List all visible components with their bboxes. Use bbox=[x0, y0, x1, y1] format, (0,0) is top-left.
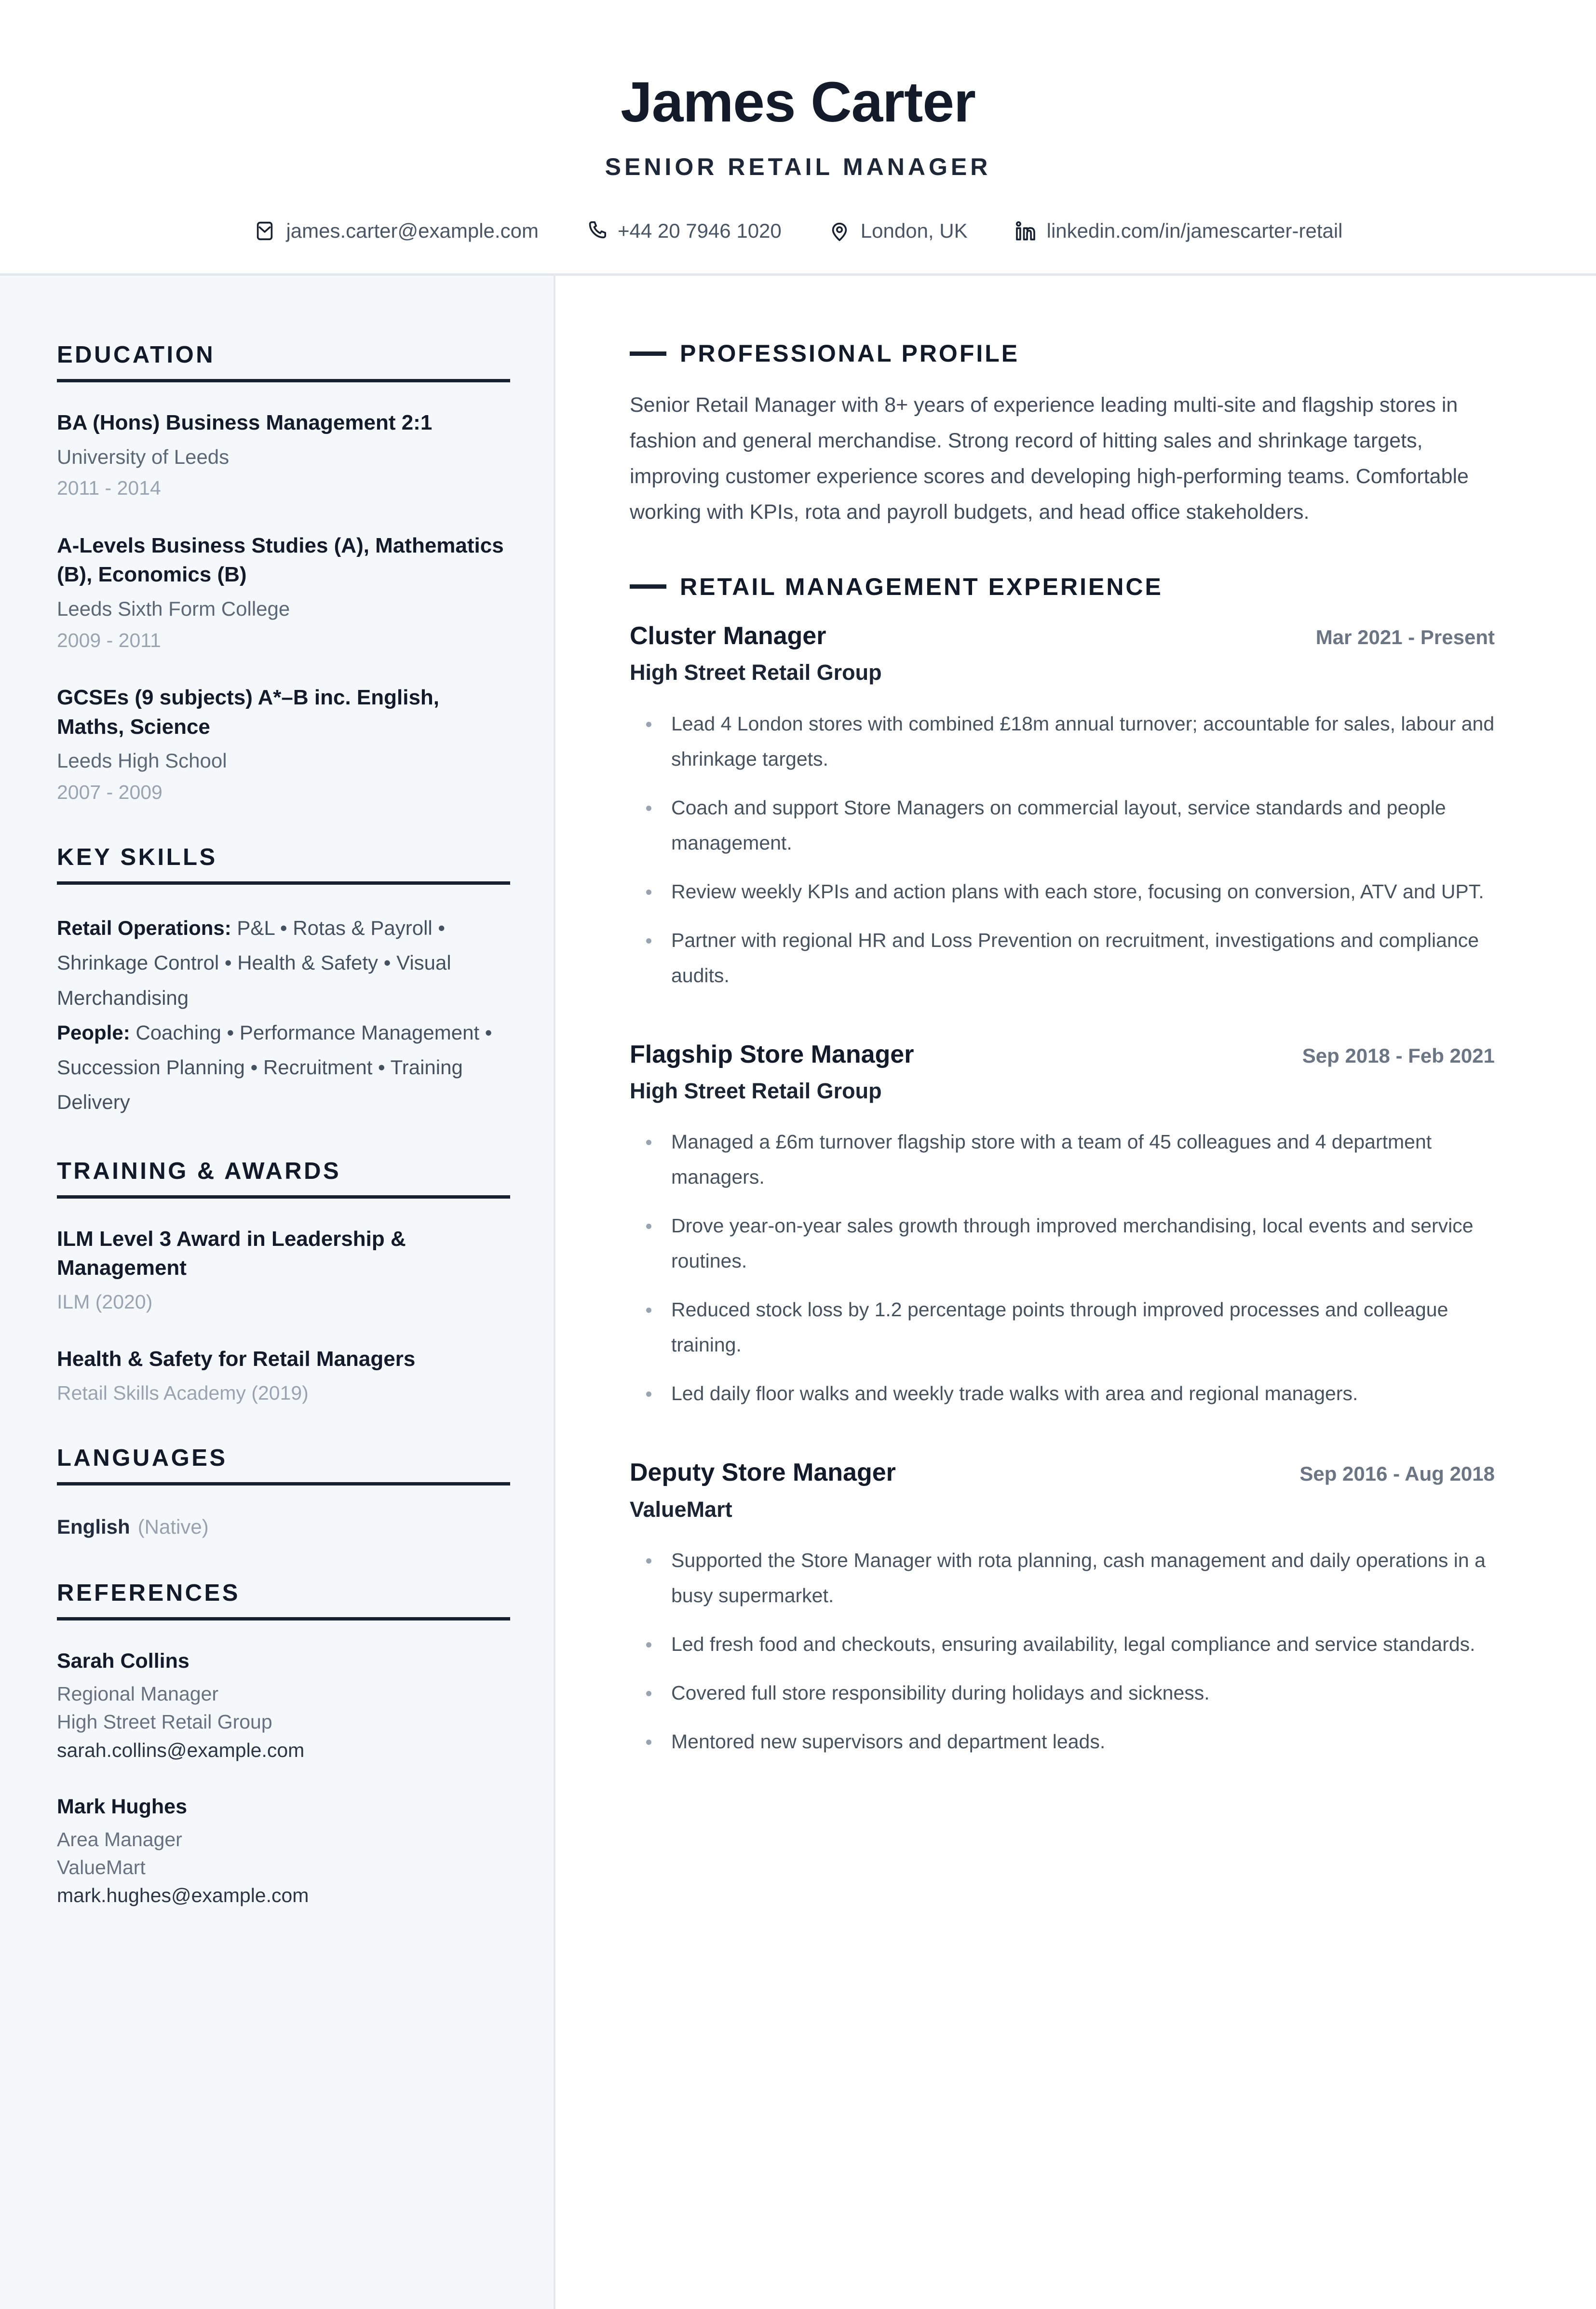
contact-linkedin-text: linkedin.com/in/jamescarter-retail bbox=[1046, 219, 1343, 243]
contact-email-text: james.carter@example.com bbox=[286, 219, 539, 243]
education-degree: A-Levels Business Studies (A), Mathematics (B), Economics (B) bbox=[57, 533, 504, 587]
experience-company: High Street Retail Group bbox=[630, 1078, 882, 1103]
training-issuer: ILM (2020) bbox=[57, 1291, 153, 1313]
experience-item bbox=[630, 1458, 1495, 1759]
contact-phone[interactable] bbox=[585, 219, 782, 243]
professional-profile-text: Senior Retail Manager with 8+ years of experience leading multi-site and flagship stores in fashion and general merchandise. Strong record of hitting sales and shrinkage targets, improving customer experience scores and developing high-performing teams. Comfortable working with KPIs, rota and payroll budgets, and head office stakeholders. bbox=[630, 393, 1469, 524]
heading-dash-icon bbox=[630, 584, 666, 589]
contact-row bbox=[0, 219, 1596, 243]
experience-headline bbox=[630, 1458, 1495, 1487]
reference-name: Sarah Collins bbox=[57, 1649, 189, 1673]
sidebar bbox=[0, 276, 555, 2309]
experience-dates: Sep 2018 - Feb 2021 bbox=[1302, 1044, 1495, 1067]
section-heading-references: REFERENCES bbox=[57, 1580, 240, 1607]
experience-bullets bbox=[630, 1124, 1495, 1411]
experience-company: High Street Retail Group bbox=[630, 660, 882, 685]
training-issuer: Retail Skills Academy (2019) bbox=[57, 1381, 309, 1404]
language-item bbox=[57, 1512, 510, 1542]
experience-role: Flagship Store Manager bbox=[630, 1040, 914, 1068]
envelope-icon bbox=[253, 219, 276, 243]
education-school: University of Leeds bbox=[57, 445, 230, 468]
reference-role: Regional Manager bbox=[57, 1683, 219, 1705]
section-key-skills bbox=[57, 844, 510, 1120]
map-pin-icon bbox=[828, 219, 851, 243]
section-heading-education: EDUCATION bbox=[57, 342, 216, 368]
section-heading-professional-profile bbox=[630, 341, 1495, 365]
education-school: Leeds High School bbox=[57, 749, 227, 772]
bullet-item: Supported the Store Manager with rota planning, cash management and daily operations in a busy supermarket. bbox=[630, 1543, 1495, 1613]
bullet-item: Led fresh food and checkouts, ensuring availability, legal compliance and service standards. bbox=[630, 1627, 1495, 1662]
bullet-item: Led daily floor walks and weekly trade walks with area and regional managers. bbox=[630, 1376, 1495, 1411]
training-title: ILM Level 3 Award in Leadership & Management bbox=[57, 1227, 406, 1280]
section-references bbox=[57, 1580, 510, 1909]
main-column bbox=[555, 276, 1596, 2309]
bullet-item: Lead 4 London stores with combined £18m annual turnover; accountable for sales, labour and shrinkage targets. bbox=[630, 706, 1495, 777]
resume-header bbox=[0, 0, 1596, 276]
contact-linkedin[interactable] bbox=[1014, 219, 1343, 243]
bullet-item: Covered full store responsibility during holidays and sickness. bbox=[630, 1675, 1495, 1711]
experience-item bbox=[630, 621, 1495, 993]
reference-company: High Street Retail Group bbox=[57, 1711, 272, 1733]
bullet-item: Reduced stock loss by 1.2 percentage points through improved processes and colleague training. bbox=[630, 1292, 1495, 1363]
skill-group-value: Coaching • Performance Management • Succession Planning • Recruitment • Training Delivery bbox=[57, 1021, 492, 1114]
language-name: English bbox=[57, 1515, 130, 1539]
section-heading-training-awards: TRAINING & AWARDS bbox=[57, 1158, 341, 1184]
education-degree: GCSEs (9 subjects) A*–B inc. English, Maths, Science bbox=[57, 685, 440, 739]
linkedin-icon bbox=[1014, 219, 1037, 243]
education-school: Leeds Sixth Form College bbox=[57, 597, 290, 621]
reference-role: Area Manager bbox=[57, 1828, 182, 1850]
experience-company: ValueMart bbox=[630, 1497, 732, 1522]
contact-phone-text: +44 20 7946 1020 bbox=[617, 219, 782, 243]
experience-bullets bbox=[630, 706, 1495, 993]
experience-item bbox=[630, 1040, 1495, 1412]
training-item bbox=[57, 1225, 510, 1316]
resume-body bbox=[0, 276, 1596, 2309]
reference-item bbox=[57, 1792, 510, 1910]
experience-headline bbox=[630, 1040, 1495, 1069]
section-heading-text: RETAIL MANAGEMENT EXPERIENCE bbox=[680, 573, 1163, 600]
language-level: (Native) bbox=[137, 1515, 209, 1539]
bullet-item: Mentored new supervisors and department leads. bbox=[630, 1724, 1495, 1759]
phone-icon bbox=[585, 219, 608, 243]
experience-bullets bbox=[630, 1543, 1495, 1759]
key-skills-body bbox=[57, 911, 510, 1120]
section-professional-profile bbox=[630, 341, 1495, 530]
section-experience bbox=[630, 575, 1495, 1759]
section-rule bbox=[57, 1195, 510, 1199]
education-dates: 2007 - 2009 bbox=[57, 781, 162, 803]
section-heading-text: PROFESSIONAL PROFILE bbox=[680, 340, 1020, 367]
training-item bbox=[57, 1345, 510, 1407]
contact-location[interactable] bbox=[828, 219, 968, 243]
reference-email[interactable]: sarah.collins@example.com bbox=[57, 1739, 305, 1761]
heading-dash-icon bbox=[630, 351, 666, 356]
page-title: James Carter bbox=[621, 70, 975, 134]
skill-group-label: People: bbox=[57, 1021, 130, 1044]
bullet-item: Drove year-on-year sales growth through improved merchandising, local events and service routines. bbox=[630, 1208, 1495, 1279]
experience-role: Cluster Manager bbox=[630, 621, 826, 650]
section-education bbox=[57, 341, 510, 806]
reference-item bbox=[57, 1647, 510, 1764]
training-title: Health & Safety for Retail Managers bbox=[57, 1347, 416, 1371]
education-degree: BA (Hons) Business Management 2:1 bbox=[57, 411, 433, 435]
section-heading-key-skills: KEY SKILLS bbox=[57, 844, 217, 871]
education-item bbox=[57, 408, 510, 502]
experience-dates: Mar 2021 - Present bbox=[1315, 625, 1495, 648]
section-rule bbox=[57, 881, 510, 885]
reference-company: ValueMart bbox=[57, 1856, 146, 1879]
reference-email[interactable]: mark.hughes@example.com bbox=[57, 1884, 309, 1907]
section-rule bbox=[57, 1482, 510, 1485]
education-item bbox=[57, 683, 510, 806]
section-heading-experience bbox=[630, 575, 1495, 599]
experience-headline bbox=[630, 621, 1495, 651]
section-training-awards bbox=[57, 1158, 510, 1407]
section-languages bbox=[57, 1445, 510, 1542]
bullet-item: Managed a £6m turnover flagship store with a team of 45 colleagues and 4 department managers. bbox=[630, 1124, 1495, 1195]
contact-email[interactable] bbox=[253, 219, 538, 243]
skill-group bbox=[57, 1015, 510, 1120]
education-dates: 2009 - 2011 bbox=[57, 629, 161, 651]
header-job-title: SENIOR RETAIL MANAGER bbox=[605, 153, 991, 181]
section-rule bbox=[57, 1617, 510, 1620]
section-rule bbox=[57, 379, 510, 382]
contact-location-text: London, UK bbox=[860, 219, 968, 243]
experience-role: Deputy Store Manager bbox=[630, 1458, 896, 1487]
bullet-item: Coach and support Store Managers on commercial layout, service standards and people management. bbox=[630, 790, 1495, 861]
reference-name: Mark Hughes bbox=[57, 1795, 188, 1818]
bullet-item: Partner with regional HR and Loss Prevention on recruitment, investigations and compliance audits. bbox=[630, 923, 1495, 993]
skill-group bbox=[57, 911, 510, 1015]
skill-group-value: P&L • Rotas & Payroll • Shrinkage Control • Health & Safety • Visual Merchandising bbox=[57, 917, 451, 1009]
skill-group-label: Retail Operations: bbox=[57, 917, 231, 940]
section-heading-languages: LANGUAGES bbox=[57, 1445, 228, 1472]
experience-dates: Sep 2016 - Aug 2018 bbox=[1299, 1462, 1495, 1485]
bullet-item: Review weekly KPIs and action plans with each store, focusing on conversion, ATV and UPT. bbox=[630, 874, 1495, 909]
education-item bbox=[57, 531, 510, 654]
education-dates: 2011 - 2014 bbox=[57, 477, 161, 500]
